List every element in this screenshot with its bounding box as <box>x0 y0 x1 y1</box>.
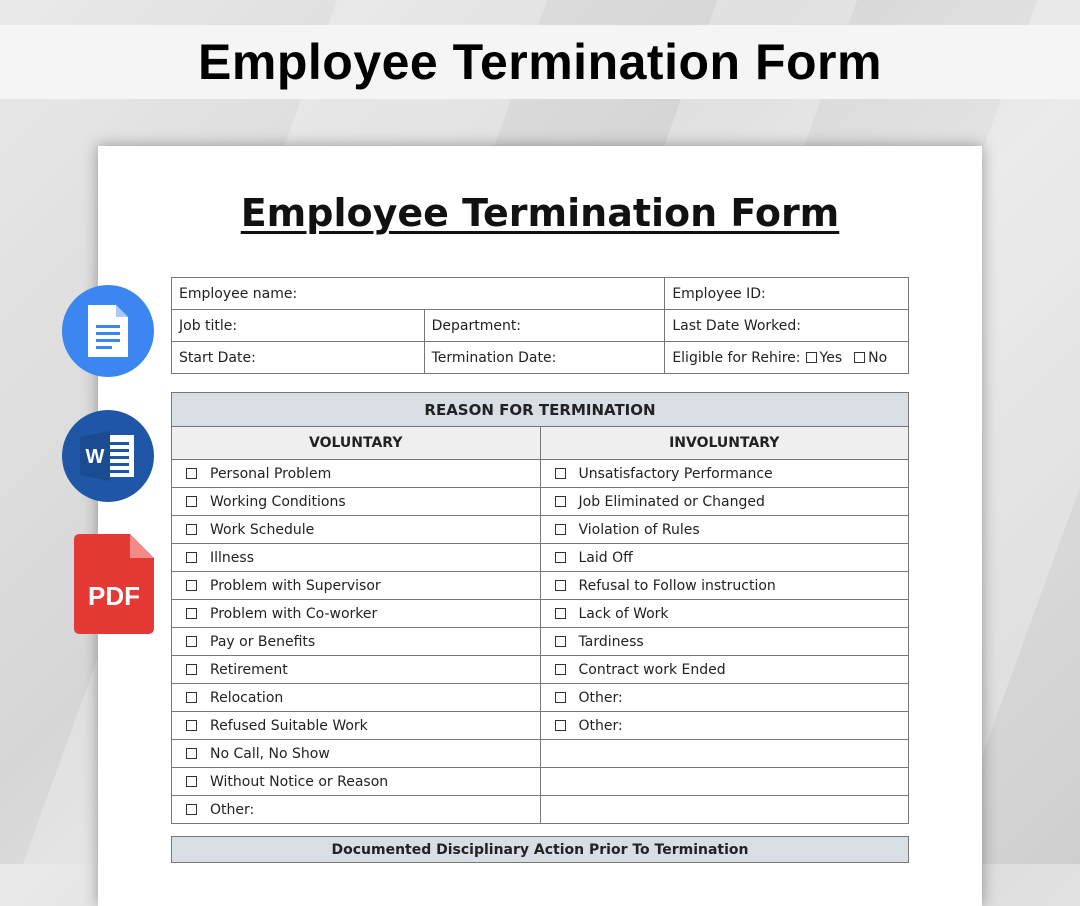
table-row <box>172 572 909 600</box>
voluntary-cell <box>172 572 541 600</box>
table-row <box>172 768 909 796</box>
voluntary-option-label: Other: <box>210 801 255 818</box>
reason-header: REASON FOR TERMINATION <box>172 393 909 427</box>
voluntary-checkbox[interactable] <box>186 720 197 731</box>
involuntary-option-label: Lack of Work <box>578 605 669 622</box>
voluntary-checkbox[interactable] <box>186 776 197 787</box>
involuntary-checkbox[interactable] <box>555 692 566 703</box>
involuntary-cell <box>540 740 909 768</box>
involuntary-cell <box>540 572 909 600</box>
job-title-field[interactable]: Job title: <box>172 310 425 342</box>
involuntary-option-label: Other: <box>578 689 623 706</box>
involuntary-checkbox[interactable] <box>555 636 566 647</box>
involuntary-cell <box>540 516 909 544</box>
voluntary-cell <box>172 796 541 824</box>
employee-info-table <box>171 277 909 374</box>
voluntary-option-label: Retirement <box>210 661 288 678</box>
voluntary-checkbox[interactable] <box>186 524 197 535</box>
involuntary-cell <box>540 684 909 712</box>
voluntary-header: VOLUNTARY <box>172 427 541 460</box>
table-row <box>172 740 909 768</box>
word-icon <box>62 410 154 502</box>
termination-date-field[interactable]: Termination Date: <box>424 342 665 374</box>
involuntary-option-label: Tardiness <box>578 633 644 650</box>
involuntary-checkbox[interactable] <box>555 496 566 507</box>
table-row <box>172 460 909 488</box>
voluntary-checkbox[interactable] <box>186 748 197 759</box>
involuntary-option-label: Violation of Rules <box>578 521 700 538</box>
involuntary-option-label: Job Eliminated or Changed <box>578 493 765 510</box>
employee-id-field[interactable]: Employee ID: <box>665 278 909 310</box>
voluntary-option-label: Refused Suitable Work <box>210 717 368 734</box>
voluntary-checkbox[interactable] <box>186 580 197 591</box>
eligible-for-rehire-label: Eligible for Rehire: <box>672 349 801 366</box>
table-row <box>172 712 909 740</box>
voluntary-cell <box>172 768 541 796</box>
voluntary-option-label: Pay or Benefits <box>210 633 316 650</box>
involuntary-cell <box>540 544 909 572</box>
document-title-text: Employee Termination Form <box>240 191 840 235</box>
involuntary-cell <box>540 712 909 740</box>
table-row <box>172 516 909 544</box>
employee-name-field[interactable]: Employee name: <box>172 278 665 310</box>
involuntary-checkbox[interactable] <box>555 664 566 675</box>
involuntary-cell <box>540 460 909 488</box>
voluntary-cell <box>172 712 541 740</box>
table-row <box>172 656 909 684</box>
voluntary-checkbox[interactable] <box>186 636 197 647</box>
yes-label: Yes <box>819 349 843 366</box>
pdf-label: PDF <box>88 581 140 611</box>
last-date-worked-field[interactable]: Last Date Worked: <box>665 310 909 342</box>
voluntary-option-label: Problem with Supervisor <box>210 577 381 594</box>
table-row <box>172 278 909 310</box>
voluntary-cell <box>172 544 541 572</box>
voluntary-cell <box>172 516 541 544</box>
involuntary-checkbox[interactable] <box>555 524 566 535</box>
involuntary-header: INVOLUNTARY <box>540 427 909 460</box>
involuntary-option-label: Other: <box>578 717 623 734</box>
voluntary-cell <box>172 656 541 684</box>
table-row <box>172 628 909 656</box>
voluntary-option-label: Illness <box>210 549 254 566</box>
voluntary-option-label: Without Notice or Reason <box>210 773 389 790</box>
involuntary-option-label: Laid Off <box>578 549 633 566</box>
voluntary-checkbox[interactable] <box>186 468 197 479</box>
involuntary-cell <box>540 768 909 796</box>
document-title <box>98 191 982 235</box>
voluntary-checkbox[interactable] <box>186 496 197 507</box>
voluntary-cell <box>172 460 541 488</box>
involuntary-cell <box>540 600 909 628</box>
voluntary-option-label: Relocation <box>210 689 284 706</box>
start-date-field[interactable]: Start Date: <box>172 342 425 374</box>
department-field[interactable]: Department: <box>424 310 665 342</box>
involuntary-checkbox[interactable] <box>555 468 566 479</box>
involuntary-cell <box>540 796 909 824</box>
voluntary-option-label: Working Conditions <box>210 493 346 510</box>
table-row <box>172 796 909 824</box>
table-row <box>172 600 909 628</box>
involuntary-option-label: Contract work Ended <box>578 661 726 678</box>
document-page <box>98 146 982 906</box>
banner-title: Employee Termination Form <box>198 34 882 90</box>
disciplinary-action-table <box>171 836 909 863</box>
voluntary-checkbox[interactable] <box>186 552 197 563</box>
eligible-for-rehire-field <box>665 342 909 374</box>
voluntary-option-label: Problem with Co-worker <box>210 605 378 622</box>
top-banner <box>0 25 1080 99</box>
voluntary-checkbox[interactable] <box>186 804 197 815</box>
voluntary-cell <box>172 628 541 656</box>
involuntary-option-label: Refusal to Follow instruction <box>578 577 776 594</box>
voluntary-cell <box>172 684 541 712</box>
involuntary-checkbox[interactable] <box>555 552 566 563</box>
table-row <box>172 488 909 516</box>
table-row <box>172 310 909 342</box>
google-docs-icon <box>62 285 154 377</box>
involuntary-checkbox[interactable] <box>555 720 566 731</box>
no-label: No <box>868 349 888 366</box>
yes-checkbox[interactable] <box>806 352 817 363</box>
voluntary-checkbox[interactable] <box>186 608 197 619</box>
voluntary-option-label: Personal Problem <box>210 465 332 482</box>
involuntary-option-label: Unsatisfactory Performance <box>578 465 773 482</box>
voluntary-cell <box>172 740 541 768</box>
table-row <box>172 544 909 572</box>
disciplinary-header: Documented Disciplinary Action Prior To Termination <box>172 837 909 863</box>
reason-for-termination-table <box>171 392 909 824</box>
involuntary-checkbox[interactable] <box>555 608 566 619</box>
voluntary-option-label: Work Schedule <box>210 521 315 538</box>
involuntary-checkbox[interactable] <box>555 580 566 591</box>
voluntary-checkbox[interactable] <box>186 664 197 675</box>
pdf-icon <box>74 534 156 639</box>
table-row <box>172 342 909 374</box>
involuntary-cell <box>540 488 909 516</box>
no-checkbox[interactable] <box>854 352 865 363</box>
voluntary-option-label: No Call, No Show <box>210 745 330 762</box>
voluntary-cell <box>172 488 541 516</box>
involuntary-cell <box>540 656 909 684</box>
table-row <box>172 684 909 712</box>
voluntary-checkbox[interactable] <box>186 692 197 703</box>
voluntary-cell <box>172 600 541 628</box>
word-letter: W <box>85 446 105 468</box>
involuntary-cell <box>540 628 909 656</box>
